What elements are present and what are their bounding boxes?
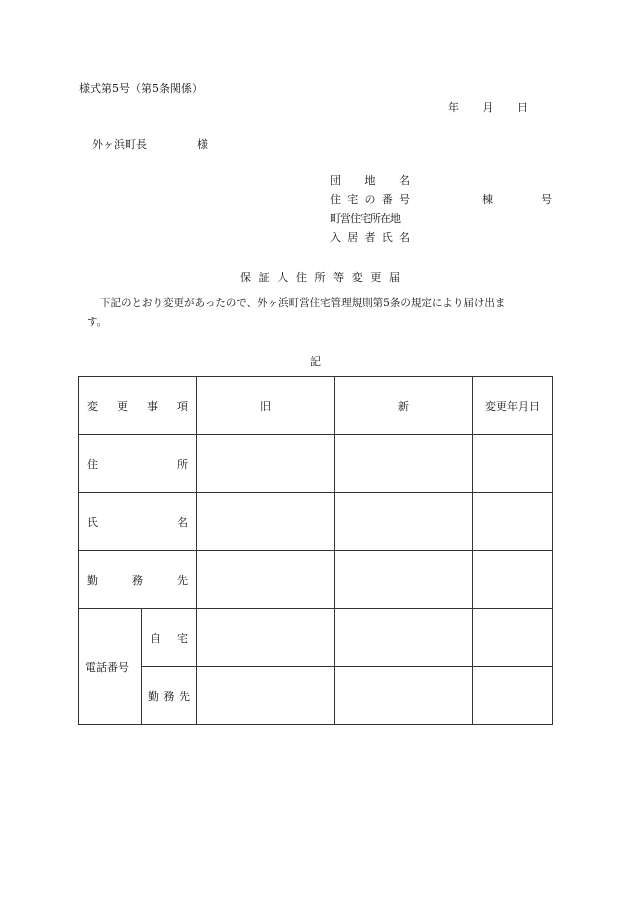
go-label: 号 [541,193,552,206]
char: 等 [333,271,345,284]
row-label-phone: 電話番号 [79,609,142,725]
cell-old-phone-work[interactable] [197,667,335,725]
row-label-home [142,609,197,667]
addressee-name: 外ヶ浜町長 [92,138,147,151]
body-line-1: 下記のとおり変更があったので、外ヶ浜町営住宅管理規則第5条の規定により届け出ま [100,297,506,309]
nyukyosha-label [330,231,410,245]
char: の [364,193,376,206]
char: 住 [295,271,307,284]
char: 勤 [87,573,98,587]
char: 号 [399,193,410,206]
cell-new-address[interactable] [335,435,473,493]
char: 更 [117,399,128,413]
cell-new-name[interactable] [335,493,473,551]
shozaichi-label: 町営住宅所在地 [330,212,400,225]
char: 自 [150,631,161,645]
cell-old-phone-home[interactable] [197,609,335,667]
date-day: 日 [517,101,528,114]
char: 更 [370,271,382,284]
char: 番 [381,193,393,206]
char: 勤 [148,689,159,703]
char: 団 [330,174,341,187]
char: 所 [177,457,188,471]
form-number: 様式第5号（第5条関係） [79,82,203,95]
body-line-2: す。 [87,316,108,328]
char: 名 [399,231,410,244]
to-label: 棟 [482,193,493,206]
char: 事 [147,399,158,413]
header-new: 新 [335,377,473,435]
header-item [79,377,197,435]
char: 地 [364,174,376,187]
header-old: 旧 [197,377,335,435]
cell-date-phone-home[interactable] [473,609,553,667]
char: 氏 [87,515,98,529]
char: 名 [399,174,410,187]
cell-old-work[interactable] [197,551,335,609]
table-row-work [79,551,553,609]
char: 入 [330,231,341,244]
change-table [78,376,553,725]
row-label-name [79,493,197,551]
char: 証 [258,271,270,284]
table-row-name [79,493,553,551]
char: 務 [163,689,175,703]
char: 先 [179,689,190,703]
date-line [448,101,528,115]
row-label-address [79,435,197,493]
cell-new-work[interactable] [335,551,473,609]
row-label-work [79,551,197,609]
cell-date-work[interactable] [473,551,553,609]
row-label-phone-work [142,667,197,725]
char: 者 [364,231,376,244]
jutaku-bango-label [330,193,410,207]
cell-date-address[interactable] [473,435,553,493]
char: 変 [87,399,98,413]
char: 宅 [347,193,359,206]
table-row-address [79,435,553,493]
char: 居 [347,231,359,244]
char: 届 [389,271,400,284]
char: 保 [240,271,251,284]
danchi-label [330,174,410,188]
char: 務 [132,573,143,587]
cell-date-phone-work[interactable] [473,667,553,725]
table-row-phone-work [79,667,553,725]
char: 所 [314,271,326,284]
cell-date-name[interactable] [473,493,553,551]
table-header-row [79,377,553,435]
char: 変 [351,271,363,284]
date-year: 年 [448,101,459,114]
cell-old-name[interactable] [197,493,335,551]
cell-new-phone-home[interactable] [335,609,473,667]
char: 先 [177,573,188,587]
char: 氏 [381,231,393,244]
char: 住 [87,457,98,471]
addressee-honorific: 様 [197,138,208,151]
header-date: 変更年月日 [473,377,553,435]
cell-old-address[interactable] [197,435,335,493]
char: 項 [177,399,188,413]
char: 住 [330,193,341,206]
document-title [240,271,400,285]
char: 名 [177,515,188,529]
date-month: 月 [482,101,494,114]
ki-marker: 記 [310,355,321,368]
char: 人 [277,271,289,284]
cell-new-phone-work[interactable] [335,667,473,725]
table-row-phone-home [79,609,553,667]
char: 宅 [177,631,188,645]
